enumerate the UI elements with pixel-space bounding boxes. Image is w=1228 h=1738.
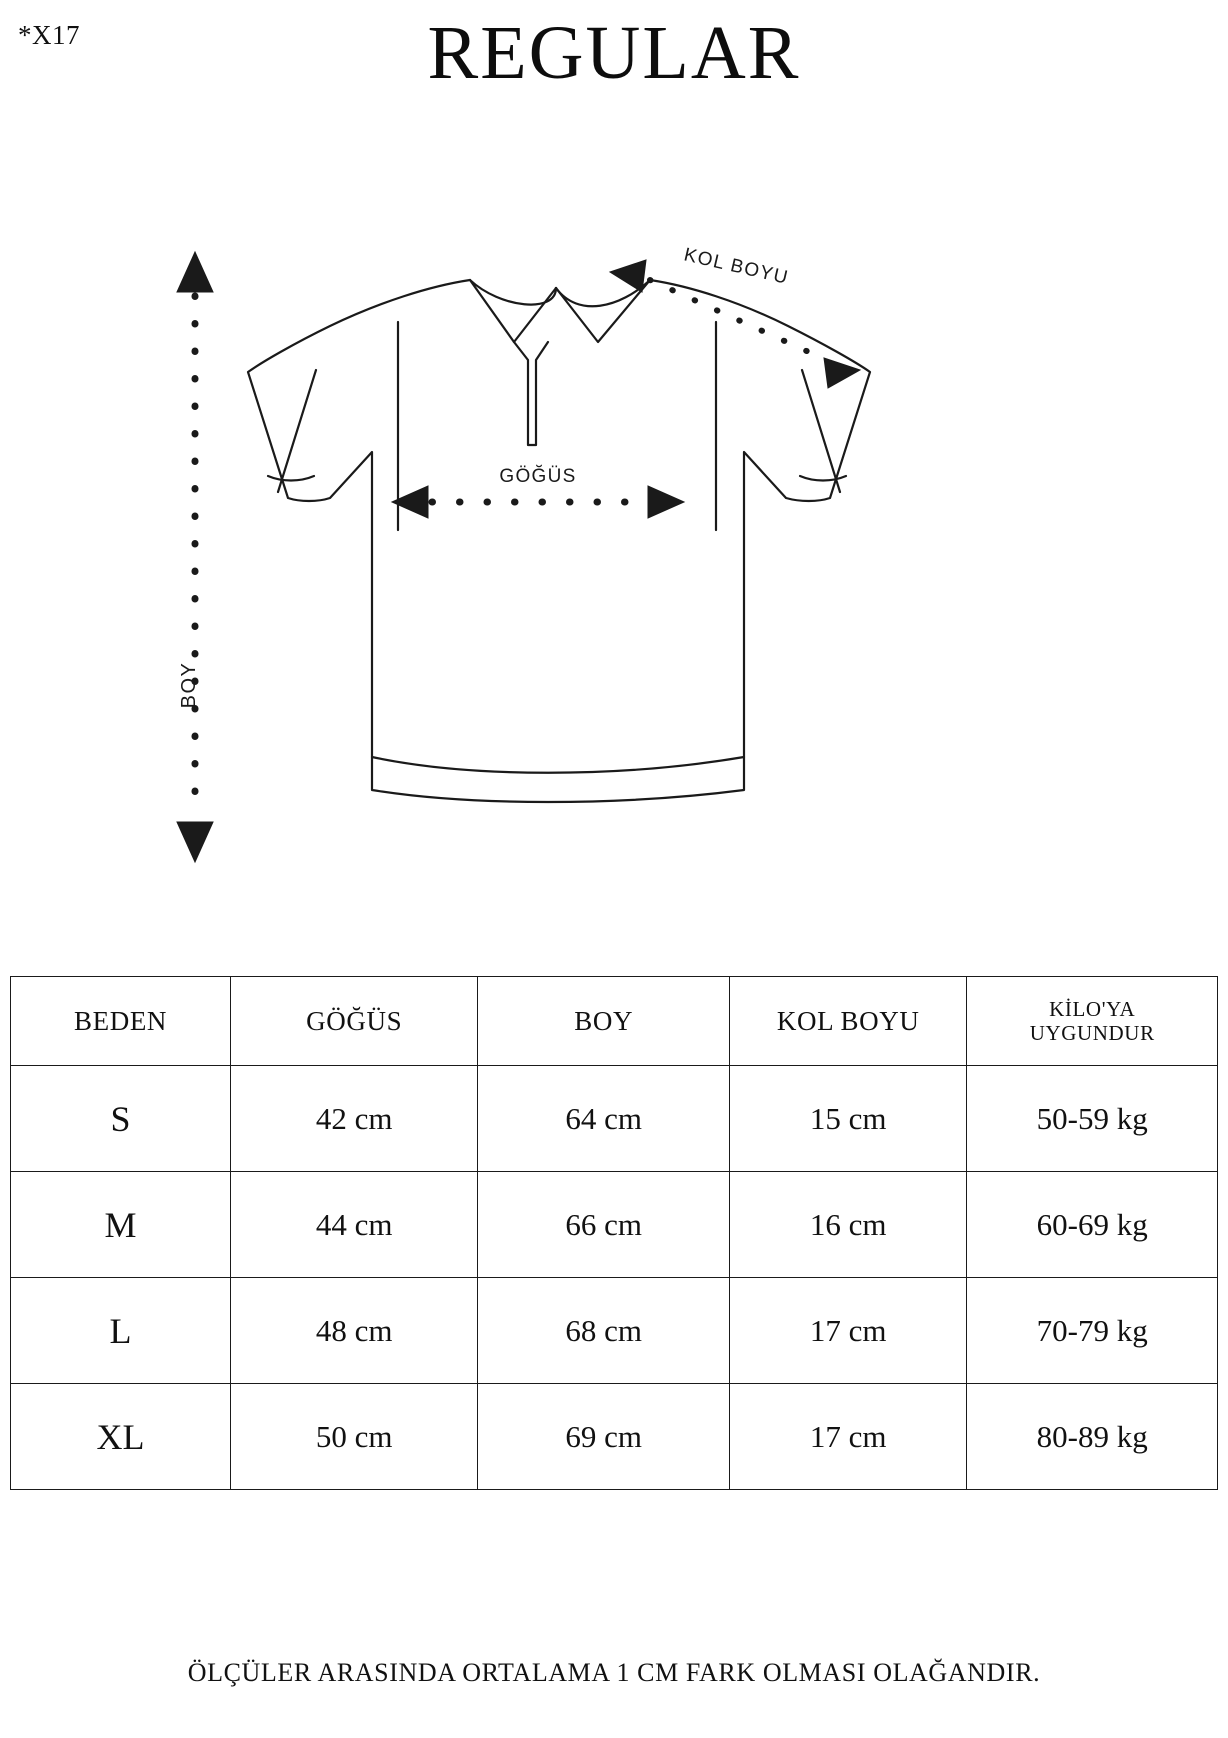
cell-boy: 68 cm [478,1278,730,1384]
table-header-row [11,977,1218,1066]
cell-boy: 69 cm [478,1384,730,1490]
cell-kilo: 50-59 kg [967,1066,1218,1172]
table-header-kol-boyu: KOL BOYU [729,977,966,1066]
garment-diagram [0,230,1228,930]
kol-boyu-label: KOL BOYU [681,244,791,289]
table-row [11,1172,1218,1278]
table-header-gogus: GÖĞÜS [231,977,478,1066]
kol-boyu-measure-arrow [610,260,860,388]
cell-gogus: 48 cm [231,1278,478,1384]
cell-gogus: 50 cm [231,1384,478,1490]
cell-kilo: 60-69 kg [967,1172,1218,1278]
polo-shirt-icon [248,280,870,802]
cell-beden: M [11,1172,231,1278]
page-title: REGULAR [427,11,801,95]
cell-beden: S [11,1066,231,1172]
table-row [11,1066,1218,1172]
size-table-container [10,976,1218,1490]
cell-kilo: 70-79 kg [967,1278,1218,1384]
boy-label: BOY [178,661,200,709]
cell-kol-boyu: 17 cm [729,1278,966,1384]
table-header-boy: BOY [478,977,730,1066]
table-header-beden: BEDEN [11,977,231,1066]
cell-beden: XL [11,1384,231,1490]
product-code-label: *X17 [18,20,80,50]
size-table [10,976,1218,1490]
table-header-kilo-line2: UYGUNDUR [1029,1021,1155,1045]
table-header-kilo-line1: KİLO'YA [1049,996,1136,1021]
cell-boy: 66 cm [478,1172,730,1278]
cell-kol-boyu: 16 cm [729,1172,966,1278]
cell-boy: 64 cm [478,1066,730,1172]
table-row [11,1384,1218,1490]
cell-gogus: 44 cm [231,1172,478,1278]
boy-measure-arrow [177,252,213,862]
cell-kilo: 80-89 kg [967,1384,1218,1490]
table-header-kilo [967,977,1218,1066]
cell-gogus: 42 cm [231,1066,478,1172]
gogus-measure-arrow [392,486,684,518]
cell-kol-boyu: 15 cm [729,1066,966,1172]
gogus-label: GÖĞÜS [499,466,577,487]
footer-note: ÖLÇÜLER ARASINDA ORTALAMA 1 CM FARK OLMASI OLAĞANDIR. [187,1658,1041,1687]
table-row [11,1278,1218,1384]
cell-beden: L [11,1278,231,1384]
cell-kol-boyu: 17 cm [729,1384,966,1490]
